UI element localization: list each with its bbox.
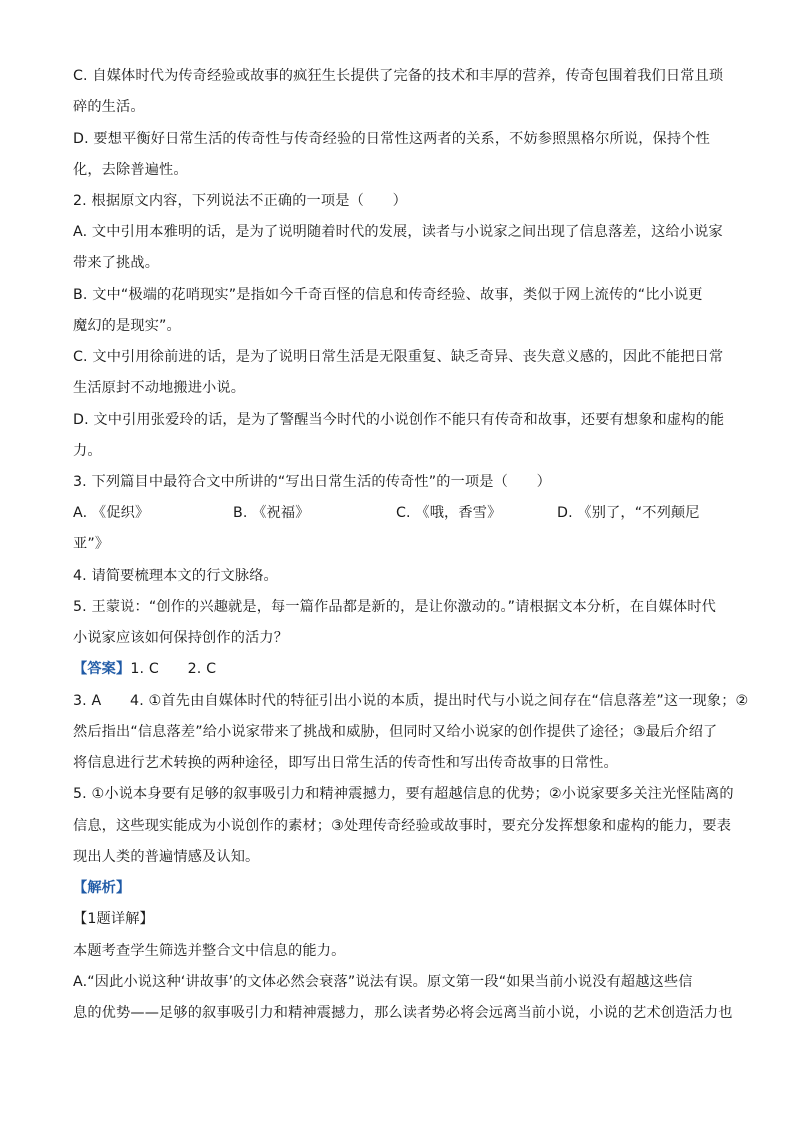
answer-header [73,659,733,679]
q2-option-a-line1: A. 文中引用本雅明的话，是为了说明随着时代的发展，读者与小说家之间出现了信息落差，这给小说家 [73,224,723,240]
answer-line3: 将信息进行艺术转换的两种途径，即写出日常生活的传奇性和写出传奇故事的日常性。 [73,755,618,771]
q1-option-d-line2: 化，去除普遍性。 [73,162,188,178]
q1-option-c-line1: C. 自媒体时代为传奇经验或故事的疯狂生长提供了完备的技术和丰厚的营养，传奇包围着我们日常且琐 [73,68,724,84]
q3-stem: 3. 下列篇目中最符合文中所讲的“写出日常生活的传奇性”的一项是（ ） [73,474,551,490]
q2-option-c-line2: 生活原封不动地搬进小说。 [73,380,246,396]
answer-tag: 【答案】 [73,661,131,677]
q2-option-d-line1: D. 文中引用张爱玲的话，是为了警醒当今时代的小说创作不能只有传奇和故事，还要有想象和虚构的能 [73,412,725,428]
answer-line6: 现出人类的普遍情感及认知。 [73,849,260,865]
q3-option-c: C. 《哦，香雪》 [396,505,502,521]
analysis-tag: 【解析】 [73,880,131,896]
q5-stem-line2: 小说家应该如何保持创作的活力？ [73,630,289,646]
analysis-line1: A.“因此小说这种‘讲故事’的文体必然会衰落”说法有误。原文第一段“如果当前小说没有超越这些信 [73,974,693,990]
answer-q1-q2: 1. C 2. C [130,661,217,677]
q2-option-b-line1: B. 文中“极端的花哨现实”是指如今千奇百怪的信息和传奇经验、故事，类似于网上流传的“比小说更 [73,287,703,303]
q2-option-c-line1: C. 文中引用徐前进的话，是为了说明日常生活是无限重复、缺乏奇异、丧失意义感的，因此不能把日常 [73,349,724,365]
answer-line5: 信息，这些现实能成为小说创作的素材；③处理传奇经验或故事时，要充分发挥想象和虚构的能力，要表 [73,818,732,834]
analysis-line2: 息的优势——足够的叙事吸引力和精神震撼力，那么读者势必将会远离当前小说，小说的艺术创造活力也 [73,1005,733,1021]
answer-line4: 5. ①小说本身要有足够的叙事吸引力和精神震撼力，要有超越信息的优势；②小说家要多关注光怪陆离的 [73,786,734,802]
q2-stem: 2. 根据原文内容，下列说法不正确的一项是（ ） [73,193,407,209]
q3-option-b: B. 《祝福》 [233,505,310,521]
q2-option-a-line2: 带来了挑战。 [73,255,160,271]
q3-option-a: A. 《促织》 [73,505,150,521]
q2-option-d-line2: 力。 [73,443,102,459]
q3-option-d: D. 《别了，“不列颠尼 [557,505,700,521]
analysis-intro: 本题考查学生筛选并整合文中信息的能力。 [73,943,346,959]
analysis-subheading: 【1题详解】 [73,911,154,927]
q1-option-d-line1: D. 要想平衡好日常生活的传奇性与传奇经验的日常性这两者的关系，不妨参照黑格尔所说，保持个性 [73,131,710,147]
q2-option-b-line2: 魔幻的是现实”。 [73,318,181,334]
answer-line2: 然后指出“信息落差”给小说家带来了挑战和威胁，但同时又给小说家的创作提供了途径；③最后介绍了 [73,724,718,740]
q1-option-c-line2: 碎的生活。 [73,99,145,115]
q3-option-d-cont: 亚”》 [73,536,110,552]
q4-stem: 4. 请简要梳理本文的行文脉络。 [73,568,278,584]
q5-stem-line1: 5. 王蒙说：“创作的兴趣就是，每一篇作品都是新的，是让你激动的。”请根据文本分析，在自媒体时代 [73,599,716,615]
answer-line1: 3. A 4. ①首先由自媒体时代的特征引出小说的本质，提出时代与小说之间存在“信息落差”这一现象；② [73,693,749,709]
